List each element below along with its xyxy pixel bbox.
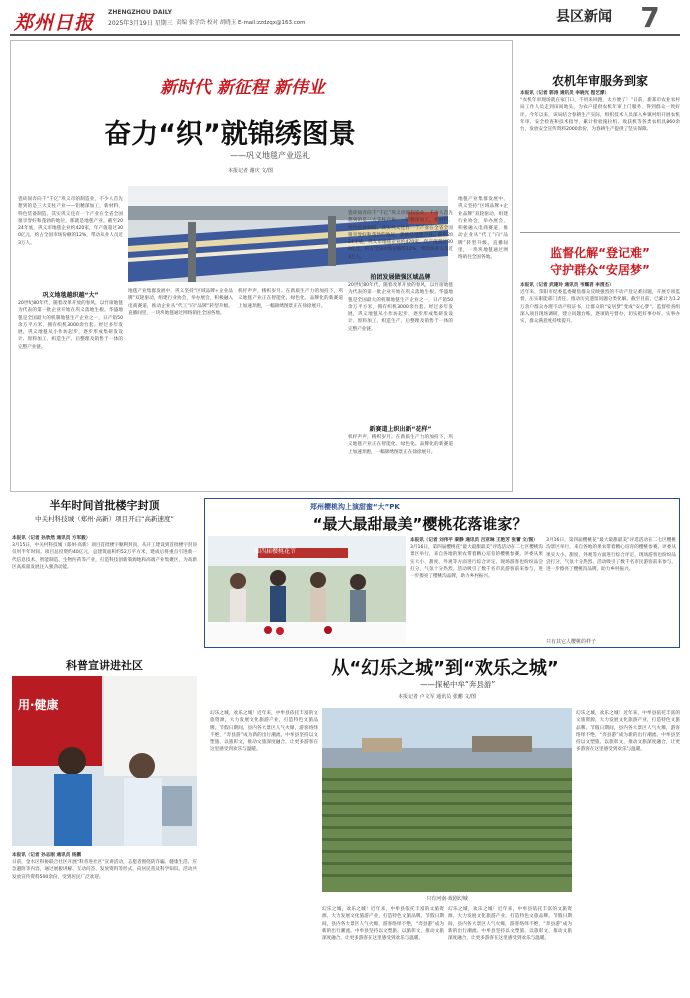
music-photo [322, 708, 572, 892]
supervision-body: 近年来，荥阳市纪委监委聚焦群众反映强烈的不动产登记难问题，开展专项监督，压实职能部门责任，推动历史遗留问题分类化解。截至目前，已累计为1.2万余户群众办理不动产权证书，让群众的“安居梦”变成“安心梦”。监督检查组深入项目现场调研，建立问题台账，逐项销号督办，切实把好事办好、实事办实，群众满意度持续提升。 [520, 290, 680, 325]
main-body-5: 瓷砖间奔向千“千亿”巩义市的制造业，不少人首先想到的是三大支柱产业——铝精深加工，新材料，特色装备制造。其实巩义还有一个产业在全省全国很享誉好和蓬勃的地位，那就是地毯产业。截至2024年底，巩义市地毯企业约420家，年产值超过300亿元，约占全国市场份额的12%，带动从业人员近3万人。 [348, 211, 453, 260]
farm-body: “农机年审现场就在家门口，不用来回跑，太方便了！”日前，新郑市农业农村局工作人员走到田间地头，为农户提供农机年审上门服务，得到群众一致好评。今年以来，该局结合春耕生产实际，组织技术人员深入乡镇村组开展农机年审、安全检查和技术指导，累计检验拖拉机、收获机等各类农机具860余台，发放安全宣传资料2000余份，为春耕生产提供了坚实保障。 [520, 98, 680, 133]
masthead-rule [10, 34, 680, 36]
main-sub1: 巩义地毯越织越“大” [42, 292, 99, 299]
main-body-8: 地毯产业集群发展中，巩义坚持“区域品牌+企业品牌”双轮驱动，组建行业协会，举办展会，积极融入电商赛道，推动企业从“代工”向“品牌”转型升级。直播间里，一块块地毯通过网络销往全国各地。 [458, 197, 508, 261]
section-name: 县区新闻 [556, 9, 612, 25]
main-title: 奋力“织”就锦绣图景 [104, 119, 356, 150]
masthead-en: ZHENGZHOU DAILY [108, 9, 172, 16]
masthead-logo: 郑州日报 [14, 12, 95, 34]
supervision-title-1: 监督化解“登记难” [550, 246, 650, 260]
music-byline: 本报记者 卢文军 通讯员 张鹏 文/图 [398, 694, 477, 700]
main-body-3: 地毯产业集群发展中，巩义坚持“区域品牌+企业品牌”双轮驱动，组建行业协会，举办展会，积极融入电商赛道，推动企业从“代工”向“品牌”转型升级。直播间里，一块块地毯通过网络销往全国各地。 [128, 289, 233, 316]
tech-byline: 本报讯（记者 孙欣然 通讯员 方军毅） [12, 536, 91, 541]
science-title: 科普宣讲进社区 [66, 659, 143, 672]
cherry-kicker: 郑州樱桃沟上演甜蜜“大”PK [310, 503, 400, 511]
cherry-body-2: 3月16日，第四届樱桃花“最大最甜最美”评选活动在二七区樱桃沟景区举行，来自各地的果农带着精心培育的樱桃参赛。评委从果实大小、甜度、外观等方面进行综合评定，现场游客也纷纷品尝打分，气氛十分热烈。活动吸引了数千名市民游客前来参与，进一步擦亮了樱桃沟品牌，助力乡村振兴。 [546, 538, 676, 573]
banner-slogan: 新时代 新征程 新伟业 [160, 78, 325, 98]
main-byline: 本报记者 谢庆 文/图 [228, 168, 273, 174]
main-body-7: 机杼声声，梭织岁月。在新质生产力的加持下，巩义地毯产业正在智能化、绿色化、品牌化的新赛道上加速奔跑，一幅锦绣图景正在徐徐展开。 [348, 435, 453, 455]
masthead-editor: 责编 张学岱 校对 胡晓玉 E-mail:zzdzqx@163.com [176, 20, 306, 26]
cherry-title: “最大最甜最美”樱桃花落谁家？ [312, 515, 528, 533]
main-body-4: 机杼声声，梭织岁月。在新质生产力的加持下，巩义地毯产业正在智能化、绿色化、品牌化的新赛道上加速奔跑，一幅锦绣图景正在徐徐展开。 [238, 289, 343, 309]
tech-subtitle: 中关村科技城（郑州·高新）项目开启“高新速度” [35, 515, 174, 523]
tech-body: 3月15日，中关村科技城（郑州·高新）项目首批楼宇顺利封顶，从开工建设到首批楼宇封顶仅用半年时间。项目总投资约40亿元，总建筑面积约52万平方米，建成后将重点引进新一代信息技术、智能制造、生物医药等产业，打造科技创新策源地和高端产业集聚区，为高新区高质量发展注入强劲动能。 [12, 543, 197, 570]
music-caption: 只有河南·戏剧幻城 [426, 896, 468, 902]
music-body-1: 幻乐之城，欢乐之城！近年来，中牟县依托丰富的文旅资源，大力发展文化旅游产业，打造特色文旅品牌。节假日期间，县内各大景区人气火爆，游客络绎不绝，“奔县游”成为新的出行潮流。中牟县坚持以文塑旅、以旅彰文，推动文旅深度融合，让更多游客在这里感受到欢乐与温暖。 [210, 711, 318, 753]
supervision-title-2: 守护群众“安居梦” [550, 263, 650, 277]
page-number: 7 [640, 1, 660, 34]
main-body-2: 20世纪80年代，随着改革开放的春风，以竹席地毯为代表的第一批企业开始在巩义落地生根。华盛地毯是全国最大的机制地毯生产企业之一，日产销50余万平方米，拥有织机3000余台套。经过多年发展，巩义地毯从小作坊起步，逐步形成集研发设计、原料加工、织造生产、后整理及销售于一体的完整产业链。 [18, 301, 123, 350]
cherry-byline: 本报讯（记者 刘伟平 秦静 通讯员 吕亚琳 王艳芳 张蕾 文/图） [410, 538, 538, 543]
farm-byline: 本报讯（记者 郭涛 通讯员 李晓光 程艺濛） [520, 91, 610, 96]
cherry-caption: 只有其它人樱桃的样子 [546, 639, 597, 645]
main-sub2: 拍团发展做强区域品牌 [370, 274, 431, 281]
supervision-byline: 本报讯（记者 武建玲 通讯员 韦耀君 李清杰） [520, 283, 614, 288]
main-sub3: 新赛道上织出新“花样” [369, 426, 432, 433]
cherry-photo [208, 536, 406, 644]
masthead-date: 2025年3月19日 星期三 [108, 20, 173, 27]
main-subtitle: ——巩义地毯产业巡礼 [230, 151, 310, 160]
farm-title: 农机年审服务到家 [551, 74, 648, 88]
main-body-1: 瓷砖间奔向千“千亿”巩义市的制造业，不少人首先想到的是三大支柱产业——铝精深加工，新材料，特色装备制造。其实巩义还有一个产业在全省全国很享誉好和蓬勃的地位，那就是地毯产业。截至2024年底，巩义市地毯企业约420家，年产值超过300亿元，约占全国市场份额的12%，带动从业人员近3万人。 [18, 197, 123, 246]
music-body-2: 幻乐之城，欢乐之城！近年来，中牟县依托丰富的文旅资源，大力发展文化旅游产业，打造特色文旅品牌。节假日期间，县内各大景区人气火爆，游客络绎不绝，“奔县游”成为新的出行潮流。中牟县坚持以文塑旅、以旅彰文，推动文旅深度融合，让更多游客在这里感受到欢乐与温暖。 [322, 907, 444, 942]
science-byline: 本报讯（记者 孙志刚 通讯员 杨鹏 [12, 853, 82, 858]
cherry-body-1: 3月16日，第四届樱桃花“最大最甜最美”评选活动在二七区樱桃沟景区举行，来自各地的果农带着精心培育的樱桃参赛。评委从果实大小、甜度、外观等方面进行综合评定，现场游客也纷纷品尝打分，气氛十分热烈。活动吸引了数千名市民游客前来参与，进一步擦亮了樱桃沟品牌，助力乡村振兴。 [410, 545, 543, 580]
science-body: 日前，金水区科协联合社区开展“科普进社区”宣讲活动，志愿者围绕防诈骗、健康生活、应急避险等内容，通过展板讲解、互动问答、发放资料等形式，向居民普及科学知识。活动共发放宣传资料500余份，受到居民广泛欢迎。 [12, 860, 197, 880]
science-photo-text: 用·健康 [18, 698, 59, 712]
main-body-6: 20世纪80年代，随着改革开放的春风，以竹席地毯为代表的第一批企业开始在巩义落地生根。华盛地毯是全国最大的机制地毯生产企业之一，日产销50余万平方米，拥有织机3000余台套。经过多年发展，巩义地毯从小作坊起步，逐步形成集研发设计、原料加工、织造生产、后整理及销售于一体的完整产业链。 [348, 283, 453, 332]
music-title: 从“幻乐之城”到“欢乐之城” [331, 658, 559, 679]
music-subtitle: ——探秘中牟“奔县游” [420, 680, 496, 689]
music-body-3: 幻乐之城，欢乐之城！近年来，中牟县依托丰富的文旅资源，大力发展文化旅游产业，打造特色文旅品牌。节假日期间，县内各大景区人气火爆，游客络绎不绝，“奔县游”成为新的出行潮流。中牟县坚持以文塑旅、以旅彰文，推动文旅深度融合，让更多游客在这里感受到欢乐与温暖。 [448, 907, 572, 942]
tech-title: 半年时间首批楼宇封顶 [49, 499, 160, 512]
music-body-4: 幻乐之城，欢乐之城！近年来，中牟县依托丰富的文旅资源，大力发展文化旅游产业，打造特色文旅品牌。节假日期间，县内各大景区人气火爆，游客络绎不绝，“奔县游”成为新的出行潮流。中牟县坚持以文塑旅、以旅彰文，推动文旅深度融合，让更多游客在这里感受到欢乐与温暖。 [576, 711, 680, 753]
farm-rule [520, 232, 680, 233]
cherry-photo-banner: 第四届樱桃花节 [254, 548, 297, 555]
